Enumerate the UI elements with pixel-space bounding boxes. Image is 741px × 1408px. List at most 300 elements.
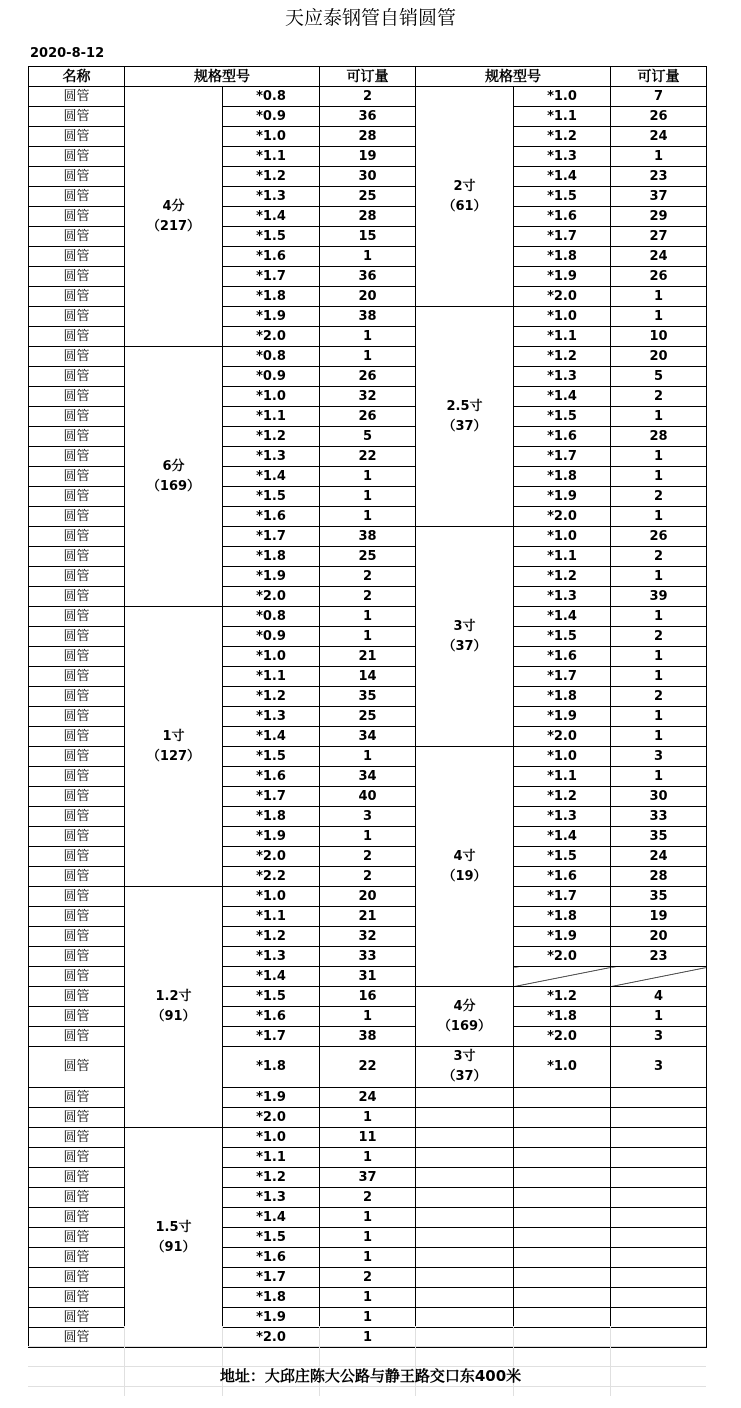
product-name-cell: 圆管 — [29, 1088, 125, 1108]
left-spec-cell: *2.0 — [223, 1108, 320, 1128]
right-spec-cell: *1.2 — [514, 347, 611, 367]
left-qty-cell: 1 — [320, 487, 416, 507]
empty-cell — [416, 1168, 514, 1188]
left-qty-cell: 25 — [320, 707, 416, 727]
left-qty-cell: 20 — [320, 287, 416, 307]
left-spec-cell: *1.2 — [223, 927, 320, 947]
right-spec-cell: *1.5 — [514, 627, 611, 647]
left-spec-cell: *1.4 — [223, 1208, 320, 1228]
right-qty-cell: 28 — [611, 867, 707, 887]
right-spec-cell: *1.8 — [514, 247, 611, 267]
sheet-title: 天应泰钢管自销圆管 — [284, 7, 456, 29]
stock-table — [28, 66, 707, 1348]
product-name-cell: 圆管 — [29, 767, 125, 787]
left-spec-cell: *0.8 — [223, 87, 320, 107]
left-spec-cell: *1.8 — [223, 1288, 320, 1308]
right-group-size: 4寸 — [453, 848, 476, 864]
right-qty-cell: 1 — [611, 567, 707, 587]
product-name-cell: 圆管 — [29, 1188, 125, 1208]
right-qty-cell: 24 — [611, 247, 707, 267]
product-name-cell: 圆管 — [29, 187, 125, 207]
left-spec-cell: *1.2 — [223, 687, 320, 707]
empty-cell — [611, 1108, 707, 1128]
right-qty-cell: 2 — [611, 547, 707, 567]
left-spec-cell: *2.0 — [223, 847, 320, 867]
left-qty-cell: 5 — [320, 427, 416, 447]
product-name-cell: 圆管 — [29, 107, 125, 127]
left-spec-cell: *1.4 — [223, 207, 320, 227]
right-spec-cell: *1.9 — [514, 927, 611, 947]
product-name-cell: 圆管 — [29, 727, 125, 747]
crossed-out-spec-cell — [514, 967, 611, 987]
left-qty-cell: 1 — [320, 627, 416, 647]
left-spec-cell: *1.2 — [223, 167, 320, 187]
empty-cell — [611, 1088, 707, 1108]
right-qty-cell: 30 — [611, 787, 707, 807]
left-spec-cell: *1.7 — [223, 1268, 320, 1288]
product-name-cell: 圆管 — [29, 407, 125, 427]
left-qty-cell: 25 — [320, 187, 416, 207]
left-spec-cell: *1.0 — [223, 1128, 320, 1148]
left-spec-cell: *1.1 — [223, 407, 320, 427]
product-name-cell: 圆管 — [29, 147, 125, 167]
left-group-total: （169） — [146, 478, 201, 494]
header-qty-right: 可订量 — [611, 67, 707, 87]
empty-cell — [514, 1308, 611, 1328]
right-qty-cell: 1 — [611, 767, 707, 787]
right-spec-cell: *1.8 — [514, 907, 611, 927]
right-spec-cell: *1.9 — [514, 267, 611, 287]
product-name-cell: 圆管 — [29, 847, 125, 867]
right-group-cell — [416, 1047, 514, 1088]
table-row — [29, 87, 707, 107]
right-spec-cell: *2.0 — [514, 287, 611, 307]
empty-cell — [416, 1308, 514, 1328]
left-qty-cell: 3 — [320, 807, 416, 827]
left-spec-cell: *1.4 — [223, 967, 320, 987]
empty-cell — [416, 1288, 514, 1308]
left-spec-cell: *1.1 — [223, 667, 320, 687]
product-name-cell: 圆管 — [29, 587, 125, 607]
product-name-cell: 圆管 — [29, 1148, 125, 1168]
left-qty-cell: 32 — [320, 927, 416, 947]
left-spec-cell: *2.0 — [223, 587, 320, 607]
product-name-cell: 圆管 — [29, 1288, 125, 1308]
product-name-cell: 圆管 — [29, 1047, 125, 1088]
header-spec-right: 规格型号 — [416, 67, 611, 87]
left-spec-cell: *1.4 — [223, 467, 320, 487]
right-spec-cell: *1.4 — [514, 827, 611, 847]
right-spec-cell: *1.5 — [514, 187, 611, 207]
product-name-cell: 圆管 — [29, 467, 125, 487]
right-group-size: 2寸 — [453, 178, 476, 194]
product-name-cell: 圆管 — [29, 267, 125, 287]
product-name-cell: 圆管 — [29, 1308, 125, 1328]
right-spec-cell: *1.0 — [514, 87, 611, 107]
product-name-cell: 圆管 — [29, 887, 125, 907]
right-qty-cell: 1 — [611, 447, 707, 467]
right-spec-cell: *1.2 — [514, 987, 611, 1007]
right-qty-cell: 1 — [611, 147, 707, 167]
table-row — [29, 347, 707, 367]
left-qty-cell: 1 — [320, 247, 416, 267]
left-group-cell — [125, 87, 223, 347]
product-name-cell: 圆管 — [29, 1268, 125, 1288]
left-qty-cell: 22 — [320, 447, 416, 467]
left-spec-cell: *0.9 — [223, 107, 320, 127]
table-row — [29, 1128, 707, 1148]
product-name-cell: 圆管 — [29, 967, 125, 987]
left-qty-cell: 2 — [320, 567, 416, 587]
left-qty-cell: 21 — [320, 647, 416, 667]
left-qty-cell: 28 — [320, 127, 416, 147]
right-qty-cell: 2 — [611, 387, 707, 407]
left-qty-cell: 34 — [320, 767, 416, 787]
right-qty-cell: 1 — [611, 407, 707, 427]
right-group-total: （61） — [442, 198, 487, 214]
left-spec-cell: *1.0 — [223, 887, 320, 907]
right-qty-cell: 2 — [611, 487, 707, 507]
empty-cell — [611, 1248, 707, 1268]
left-spec-cell: *1.7 — [223, 787, 320, 807]
right-spec-cell: *1.3 — [514, 807, 611, 827]
left-qty-cell: 1 — [320, 1108, 416, 1128]
product-name-cell: 圆管 — [29, 1007, 125, 1027]
empty-cell — [416, 1128, 514, 1148]
right-group-cell — [416, 87, 514, 307]
right-qty-cell: 23 — [611, 947, 707, 967]
right-spec-cell: *1.8 — [514, 687, 611, 707]
product-name-cell: 圆管 — [29, 547, 125, 567]
product-name-cell: 圆管 — [29, 487, 125, 507]
right-qty-cell: 20 — [611, 347, 707, 367]
product-name-cell: 圆管 — [29, 707, 125, 727]
left-qty-cell: 1 — [320, 1148, 416, 1168]
left-spec-cell: *2.2 — [223, 867, 320, 887]
table-header-row — [29, 67, 707, 87]
left-spec-cell: *1.3 — [223, 447, 320, 467]
empty-cell — [611, 1148, 707, 1168]
left-qty-cell: 30 — [320, 167, 416, 187]
right-group-total: （37） — [442, 1069, 487, 1084]
empty-cell — [611, 1228, 707, 1248]
right-spec-cell: *1.0 — [514, 1047, 611, 1088]
table-row — [29, 887, 707, 907]
right-spec-cell: *1.7 — [514, 667, 611, 687]
product-name-cell: 圆管 — [29, 447, 125, 467]
right-spec-cell: *1.2 — [514, 567, 611, 587]
header-spec-left: 规格型号 — [125, 67, 320, 87]
left-qty-cell: 1 — [320, 327, 416, 347]
left-spec-cell: *1.9 — [223, 1308, 320, 1328]
right-group-total: （37） — [442, 418, 487, 434]
left-qty-cell: 40 — [320, 787, 416, 807]
empty-cell — [611, 1188, 707, 1208]
right-spec-cell: *1.5 — [514, 847, 611, 867]
left-group-size: 4分 — [162, 198, 185, 214]
left-spec-cell: *1.7 — [223, 267, 320, 287]
right-group-size: 4分 — [453, 998, 476, 1014]
left-qty-cell: 38 — [320, 307, 416, 327]
left-spec-cell: *1.5 — [223, 487, 320, 507]
right-qty-cell: 27 — [611, 227, 707, 247]
table-row — [29, 607, 707, 627]
left-spec-cell: *1.6 — [223, 767, 320, 787]
product-name-cell: 圆管 — [29, 307, 125, 327]
left-spec-cell: *1.9 — [223, 827, 320, 847]
right-group-total: （169） — [437, 1018, 492, 1034]
right-spec-cell: *1.6 — [514, 867, 611, 887]
right-qty-cell: 1 — [611, 467, 707, 487]
crossed-out-qty-cell — [611, 967, 707, 987]
right-qty-cell: 35 — [611, 887, 707, 907]
product-name-cell: 圆管 — [29, 947, 125, 967]
left-spec-cell: *1.6 — [223, 507, 320, 527]
table-body — [29, 87, 707, 1348]
product-name-cell: 圆管 — [29, 807, 125, 827]
left-spec-cell: *1.8 — [223, 287, 320, 307]
right-spec-cell: *1.6 — [514, 647, 611, 667]
left-spec-cell: *1.9 — [223, 567, 320, 587]
left-spec-cell: *1.3 — [223, 707, 320, 727]
product-name-cell: 圆管 — [29, 927, 125, 947]
left-spec-cell: *1.6 — [223, 1248, 320, 1268]
right-spec-cell: *1.1 — [514, 327, 611, 347]
right-group-size: 3寸 — [453, 618, 476, 634]
left-qty-cell: 36 — [320, 267, 416, 287]
right-qty-cell: 1 — [611, 287, 707, 307]
left-qty-cell: 22 — [320, 1047, 416, 1088]
left-qty-cell: 31 — [320, 967, 416, 987]
left-qty-cell: 34 — [320, 727, 416, 747]
empty-cell — [611, 1288, 707, 1308]
left-group-size: 1.2寸 — [155, 989, 192, 1004]
left-group-total: （91） — [151, 1009, 196, 1024]
empty-cell — [416, 1268, 514, 1288]
left-qty-cell: 36 — [320, 107, 416, 127]
right-qty-cell: 35 — [611, 827, 707, 847]
product-name-cell: 圆管 — [29, 747, 125, 767]
empty-cell — [514, 1208, 611, 1228]
right-qty-cell: 1 — [611, 507, 707, 527]
right-spec-cell: *1.1 — [514, 767, 611, 787]
left-spec-cell: *1.8 — [223, 547, 320, 567]
left-qty-cell: 28 — [320, 207, 416, 227]
left-qty-cell: 2 — [320, 587, 416, 607]
product-name-cell: 圆管 — [29, 1228, 125, 1248]
product-name-cell: 圆管 — [29, 1328, 125, 1348]
right-qty-cell: 1 — [611, 607, 707, 627]
left-spec-cell: *0.8 — [223, 347, 320, 367]
left-spec-cell: *1.2 — [223, 1168, 320, 1188]
right-qty-cell: 1 — [611, 707, 707, 727]
product-name-cell: 圆管 — [29, 1027, 125, 1047]
left-qty-cell: 14 — [320, 667, 416, 687]
left-qty-cell: 2 — [320, 867, 416, 887]
right-qty-cell: 24 — [611, 847, 707, 867]
product-name-cell: 圆管 — [29, 567, 125, 587]
product-name-cell: 圆管 — [29, 507, 125, 527]
product-name-cell: 圆管 — [29, 1128, 125, 1148]
right-qty-cell: 28 — [611, 427, 707, 447]
left-qty-cell: 16 — [320, 987, 416, 1007]
right-spec-cell: *1.0 — [514, 307, 611, 327]
left-qty-cell: 11 — [320, 1128, 416, 1148]
right-qty-cell: 24 — [611, 127, 707, 147]
left-qty-cell: 1 — [320, 1328, 416, 1348]
right-qty-cell: 4 — [611, 987, 707, 1007]
left-qty-cell: 2 — [320, 1268, 416, 1288]
right-spec-cell: *1.2 — [514, 127, 611, 147]
product-name-cell: 圆管 — [29, 667, 125, 687]
right-qty-cell: 23 — [611, 167, 707, 187]
right-spec-cell: *1.8 — [514, 467, 611, 487]
left-group-cell — [125, 347, 223, 607]
left-spec-cell: *2.0 — [223, 327, 320, 347]
right-qty-cell: 10 — [611, 327, 707, 347]
empty-cell — [514, 1288, 611, 1308]
left-spec-cell: *1.1 — [223, 907, 320, 927]
left-spec-cell: *1.6 — [223, 247, 320, 267]
right-spec-cell: *1.3 — [514, 587, 611, 607]
sheet-date: 2020-8-12 — [30, 46, 105, 61]
left-spec-cell: *1.5 — [223, 1228, 320, 1248]
left-spec-cell: *1.5 — [223, 747, 320, 767]
left-qty-cell: 2 — [320, 847, 416, 867]
right-group-size: 2.5寸 — [446, 398, 483, 414]
left-group-cell — [125, 1128, 223, 1348]
empty-cell — [611, 1268, 707, 1288]
empty-cell — [416, 1208, 514, 1228]
right-qty-cell: 1 — [611, 1007, 707, 1027]
product-name-cell: 圆管 — [29, 987, 125, 1007]
right-spec-cell: *1.9 — [514, 707, 611, 727]
left-spec-cell: *1.1 — [223, 147, 320, 167]
product-name-cell: 圆管 — [29, 87, 125, 107]
product-name-cell: 圆管 — [29, 227, 125, 247]
left-qty-cell: 38 — [320, 1027, 416, 1047]
left-qty-cell: 1 — [320, 1208, 416, 1228]
right-qty-cell: 1 — [611, 647, 707, 667]
left-spec-cell: *0.8 — [223, 607, 320, 627]
product-name-cell: 圆管 — [29, 127, 125, 147]
right-spec-cell: *1.7 — [514, 887, 611, 907]
product-name-cell: 圆管 — [29, 647, 125, 667]
left-spec-cell: *1.1 — [223, 1148, 320, 1168]
left-spec-cell: *1.8 — [223, 1047, 320, 1088]
left-spec-cell: *1.7 — [223, 1027, 320, 1047]
product-name-cell: 圆管 — [29, 1168, 125, 1188]
left-spec-cell: *1.9 — [223, 307, 320, 327]
product-name-cell: 圆管 — [29, 867, 125, 887]
right-qty-cell: 1 — [611, 667, 707, 687]
product-name-cell: 圆管 — [29, 827, 125, 847]
left-spec-cell: *1.3 — [223, 187, 320, 207]
empty-cell — [611, 1168, 707, 1188]
empty-cell — [416, 1108, 514, 1128]
right-qty-cell: 29 — [611, 207, 707, 227]
left-spec-cell: *1.0 — [223, 127, 320, 147]
right-qty-cell: 7 — [611, 87, 707, 107]
left-spec-cell: *1.6 — [223, 1007, 320, 1027]
right-group-size: 3寸 — [453, 1049, 476, 1064]
left-qty-cell: 2 — [320, 1188, 416, 1208]
right-spec-cell: *1.6 — [514, 207, 611, 227]
right-spec-cell: *2.0 — [514, 947, 611, 967]
left-group-cell — [125, 607, 223, 887]
product-name-cell: 圆管 — [29, 1208, 125, 1228]
product-name-cell: 圆管 — [29, 167, 125, 187]
product-name-cell: 圆管 — [29, 387, 125, 407]
left-qty-cell: 24 — [320, 1088, 416, 1108]
product-name-cell: 圆管 — [29, 347, 125, 367]
right-spec-cell: *1.4 — [514, 387, 611, 407]
product-name-cell: 圆管 — [29, 607, 125, 627]
empty-cell — [416, 1088, 514, 1108]
right-qty-cell: 5 — [611, 367, 707, 387]
right-group-cell — [416, 527, 514, 747]
left-spec-cell: *1.7 — [223, 527, 320, 547]
right-qty-cell: 2 — [611, 627, 707, 647]
header-name: 名称 — [29, 67, 125, 87]
product-name-cell: 圆管 — [29, 207, 125, 227]
left-spec-cell: *1.3 — [223, 947, 320, 967]
left-qty-cell: 1 — [320, 607, 416, 627]
left-spec-cell: *0.9 — [223, 627, 320, 647]
left-qty-cell: 15 — [320, 227, 416, 247]
empty-cell — [611, 1308, 707, 1328]
right-qty-cell: 3 — [611, 1047, 707, 1088]
right-group-cell — [416, 307, 514, 527]
left-qty-cell: 1 — [320, 1007, 416, 1027]
right-spec-cell: *1.7 — [514, 447, 611, 467]
empty-cell — [514, 1248, 611, 1268]
empty-cell — [611, 1208, 707, 1228]
left-spec-cell: *1.5 — [223, 987, 320, 1007]
empty-cell — [416, 1188, 514, 1208]
right-spec-cell: *1.1 — [514, 107, 611, 127]
right-qty-cell: 26 — [611, 267, 707, 287]
right-qty-cell: 1 — [611, 727, 707, 747]
product-name-cell: 圆管 — [29, 687, 125, 707]
right-qty-cell: 2 — [611, 687, 707, 707]
left-qty-cell: 1 — [320, 507, 416, 527]
right-group-cell — [416, 747, 514, 987]
left-qty-cell: 19 — [320, 147, 416, 167]
empty-cell — [514, 1228, 611, 1248]
left-qty-cell: 32 — [320, 387, 416, 407]
left-spec-cell: *1.8 — [223, 807, 320, 827]
right-qty-cell: 1 — [611, 307, 707, 327]
left-spec-cell: *1.0 — [223, 387, 320, 407]
product-name-cell: 圆管 — [29, 907, 125, 927]
left-qty-cell: 1 — [320, 1288, 416, 1308]
empty-cell — [416, 1148, 514, 1168]
left-spec-cell: *1.5 — [223, 227, 320, 247]
right-spec-cell: *2.0 — [514, 507, 611, 527]
left-qty-cell: 1 — [320, 467, 416, 487]
left-qty-cell: 1 — [320, 1308, 416, 1328]
address-line: 地址：大邱庄陈大公路与静王路交口东400米 — [219, 1367, 522, 1385]
left-qty-cell: 35 — [320, 687, 416, 707]
empty-cell — [416, 1228, 514, 1248]
right-spec-cell: *1.3 — [514, 147, 611, 167]
right-qty-cell: 3 — [611, 1027, 707, 1047]
left-qty-cell: 38 — [320, 527, 416, 547]
product-name-cell: 圆管 — [29, 527, 125, 547]
left-qty-cell: 1 — [320, 747, 416, 767]
left-qty-cell: 2 — [320, 87, 416, 107]
